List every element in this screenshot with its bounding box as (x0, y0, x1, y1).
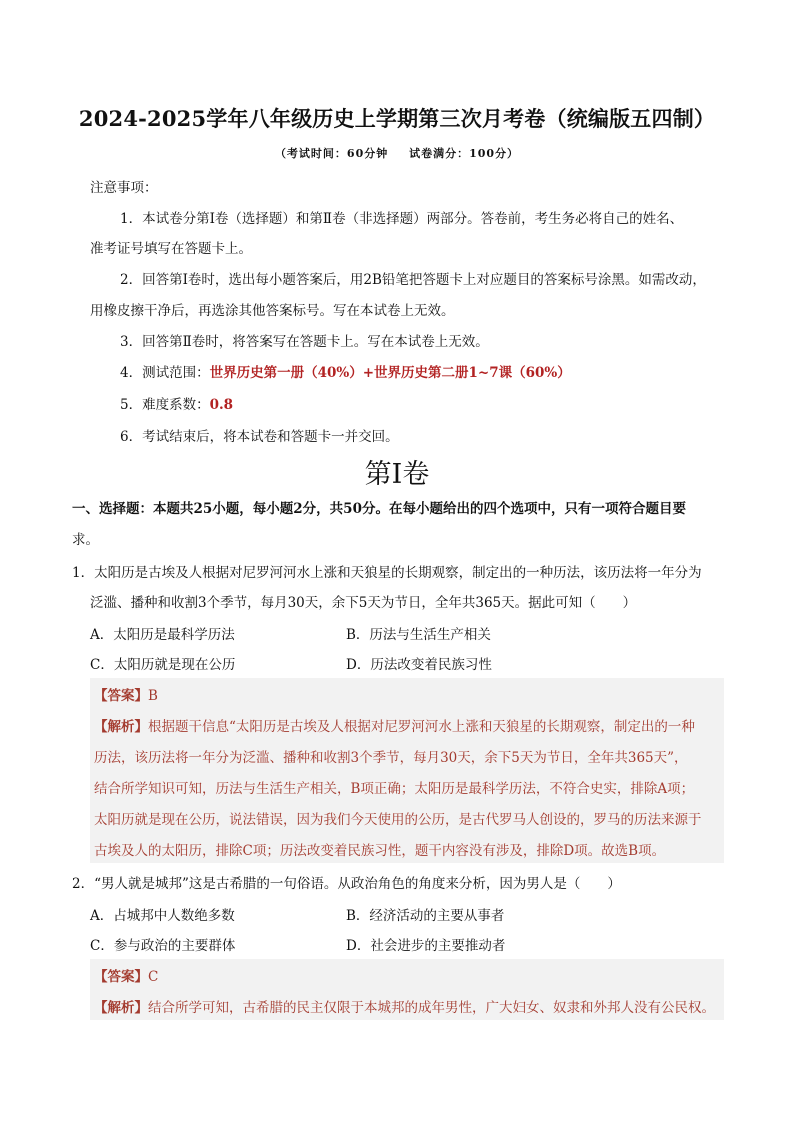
notice-item-1: 1．本试卷分第Ⅰ卷（选择题）和第Ⅱ卷（非选择题）两部分。答卷前，考生务必将自己的姓名、 (120, 211, 684, 227)
exam-time: （考试时间：60分钟 (274, 147, 389, 160)
question-1-analysis: 【解析】根据题干信息“太阳历是古埃及人根据对尼罗河河水上涨和天狼星的长期观察，制定出的一种 (94, 719, 695, 735)
question-2-answer: 【答案】C (94, 969, 159, 985)
question-1-answer: 【答案】B (94, 688, 158, 704)
question-1-stem-cont: 泛滥、播种和收割3个季节，每月30天，余下5天为节日，全年共365天。据此可知（ ） (90, 595, 637, 611)
difficulty-value: 0.8 (209, 397, 234, 413)
notice-item-2: 2．回答第Ⅰ卷时，选出每小题答案后，用2B铅笔把答题卡上对应题目的答案标号涂黑。如需改动， (120, 272, 706, 288)
notice-item-2-cont: 用橡皮擦干净后，再选涂其他答案标号。写在本试卷上无效。 (90, 303, 455, 319)
question-1-analysis-line: 历法，该历法将一年分为泛滥、播种和收割3个季节，每月30天，余下5天为节日，全年共365天”， (94, 750, 688, 766)
question-1-stem: 1．太阳历是古埃及人根据对尼罗河河水上涨和天狼星的长期观察，制定出的一种历法，该历法将一年分为 (72, 565, 702, 581)
question-1-option-c: C．太阳历就是现在公历 (90, 657, 236, 673)
test-scope: 世界历史第一册（40%）+世界历史第二册1~7课（60%） (209, 365, 571, 381)
question-2-stem: 2．“男人就是城邦”这是古希腊的一句俗语。从政治角色的角度来分析，因为男人是（ ） (72, 876, 621, 892)
notice-heading: 注意事项： (90, 180, 158, 196)
question-1-analysis-line: 结合所学知识可知，历法与生活生产相关，B项正确；太阳历是最科学历法，不符合史实，排除A项； (94, 781, 695, 797)
exam-info (0, 145, 794, 161)
notice-item-4 (120, 361, 571, 381)
notice-item-6: 6．考试结束后，将本试卷和答题卡一并交回。 (120, 429, 399, 445)
notice-item-1-cont: 准考证号填写在答题卡上。 (90, 241, 252, 257)
question-2-option-d: D．社会进步的主要推动者 (346, 938, 506, 954)
notice-item-5-label: 5．难度系数： (120, 397, 210, 413)
notice-item-3: 3．回答第Ⅱ卷时，将答案写在答题卡上。写在本试卷上无效。 (120, 334, 489, 350)
question-1-option-d: D．历法改变着民族习性 (346, 657, 492, 673)
question-1-analysis-line: 太阳历就是现在公历，说法错误，因为我们今天使用的公历，是古代罗马人创设的，罗马的历法来源于 (94, 812, 702, 828)
page-title: 2024-2025学年八年级历史上学期第三次月考卷（统编版五四制） (78, 106, 716, 131)
question-2-option-b: B．经济活动的主要从事者 (346, 908, 505, 924)
exam-score: 试卷满分：100分） (409, 147, 520, 160)
section-title: 第Ⅰ卷 (364, 459, 430, 490)
section-instruction-cont: 求。 (72, 532, 99, 548)
question-1-option-a: A．太阳历是最科学历法 (90, 627, 235, 643)
question-1-option-b: B．历法与生活生产相关 (346, 627, 491, 643)
question-2-option-c: C．参与政治的主要群体 (90, 938, 236, 954)
question-1-analysis-line: 古埃及人的太阳历，排除C项；历法改变着民族习性，题干内容没有涉及，排除D项。故选B项。 (94, 843, 666, 859)
notice-item-4-label: 4．测试范围： (120, 365, 210, 381)
notice-item-5 (120, 393, 233, 413)
question-2-analysis: 【解析】结合所学可知，古希腊的民主仅限于本城邦的成年男性，广大妇女、奴隶和外邦人没有公民权。 (94, 1000, 715, 1016)
question-1-answer-box (90, 678, 724, 863)
section-instruction: 一、选择题：本题共25小题，每小题2分，共50分。在每小题给出的四个选项中，只有一项符合题目要 (72, 501, 686, 517)
question-2-option-a: A．占城邦中人数绝多数 (90, 908, 235, 924)
